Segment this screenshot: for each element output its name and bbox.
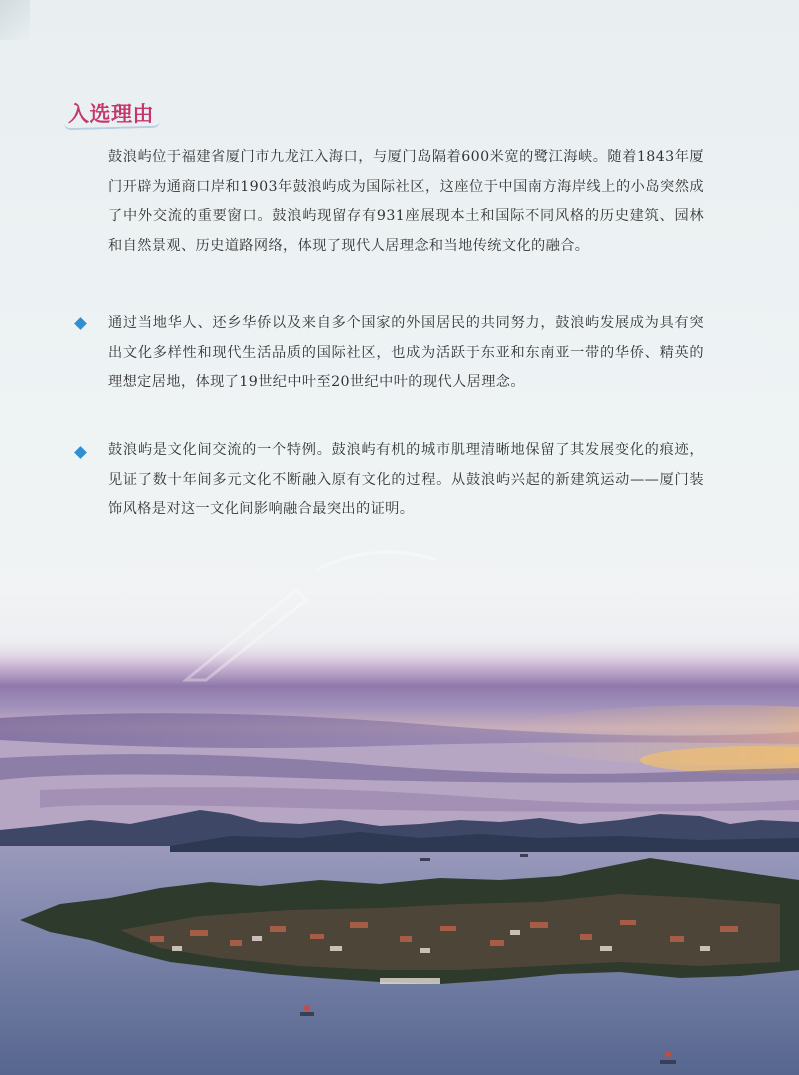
diamond-bullet-icon [74, 317, 87, 330]
intro-paragraph: 鼓浪屿位于福建省厦门市九龙江入海口，与厦门岛隔着600米宽的鹭江海峡。随着1843年厦门开辟为通商口岸和1903年鼓浪屿成为国际社区，这座位于中国南方海岸线上的小岛突然成了中外交流的重要窗口。鼓浪屿现留存有931座展现本土和国际不同风格的历史建筑、园林和自然景观、历史道路网络，体现了现代人居理念和当地传统文化的融合。 [108, 149, 704, 254]
page-corner-shadow [0, 0, 30, 40]
island-sunset-photo [0, 640, 799, 1075]
bullet-paragraph-2: 鼓浪屿是文化间交流的一个特例。鼓浪屿有机的城市肌理清晰地保留了其发展变化的痕迹，见证了数十年间多元文化不断融入原有文化的过程。从鼓浪屿兴起的新建筑运动——厦门装饰风格是对这一文化间影响融合最突出的证明。 [108, 442, 704, 517]
bullet-paragraph-1: 通过当地华人、还乡华侨以及来自多个国家的外国居民的共同努力，鼓浪屿发展成为具有突出文化多样性和现代生活品质的国际社区，也成为活跃于东亚和东南亚一带的华侨、精英的理想定居地，体现了19世纪中叶至20世纪中叶的现代人居理念。 [108, 315, 704, 390]
heading-text: 入选理由 [68, 102, 154, 126]
diamond-bullet-icon [74, 446, 87, 459]
island-illustration [0, 640, 799, 1075]
